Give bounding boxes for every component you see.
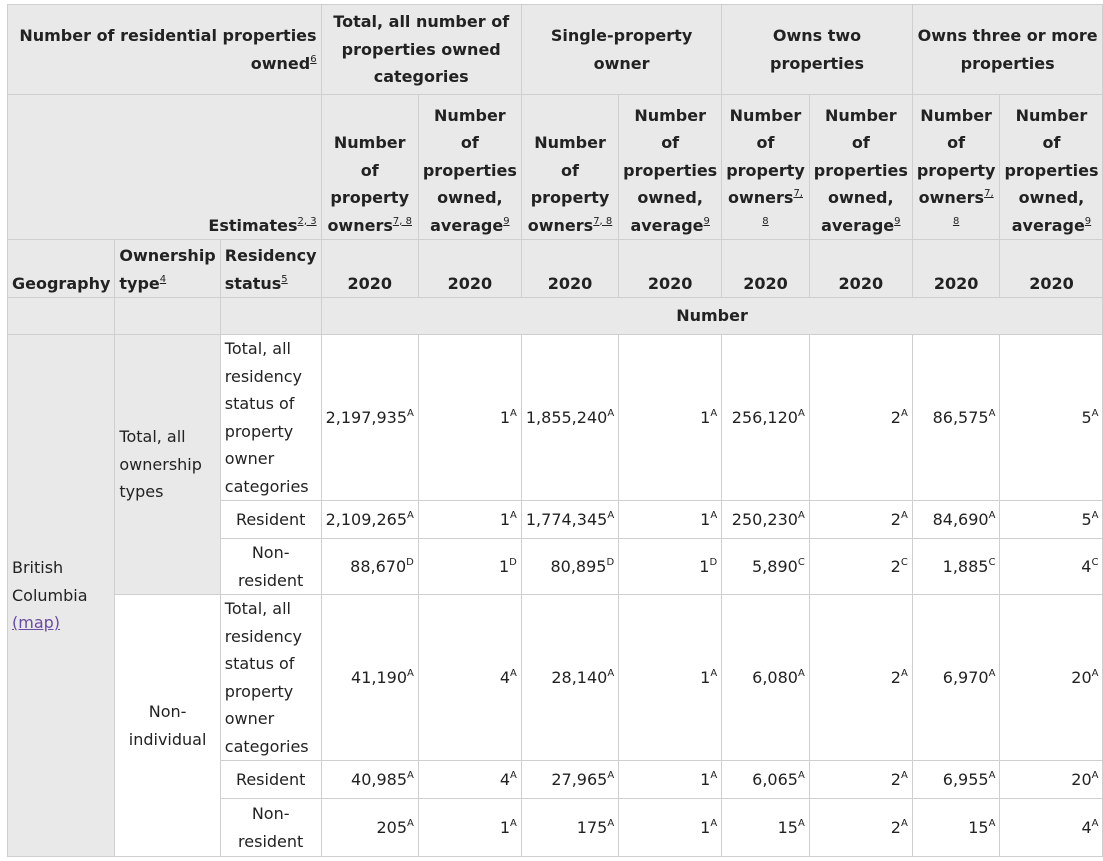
measure-header: Number of properties owned, average$^9$ (1000, 95, 1103, 240)
value-cell: $2,197,935^A$ (321, 335, 418, 501)
estimates-header: Estimates$^{2, 3}$ (8, 95, 322, 240)
value-cell: $2,109,265^A$ (321, 501, 418, 539)
value-cell: $2^C$ (809, 539, 912, 595)
footnote-link[interactable]: 5 (281, 273, 288, 285)
empty-header-cell (220, 298, 321, 335)
value-cell: $2^A$ (809, 501, 912, 539)
value-cell: $80,895^D$ (521, 539, 618, 595)
group-header: Total, all number of properties owned categories (321, 5, 521, 95)
map-link[interactable]: (map) (12, 613, 61, 633)
value-cell: $86,575^A$ (912, 335, 1000, 501)
measure-header: Number of properties owned, average$^9$ (418, 95, 521, 240)
value-cell: $2^A$ (809, 761, 912, 799)
group-header: Owns two properties (722, 5, 913, 95)
measure-header: Number of properties owned, average$^9$ (619, 95, 722, 240)
value-cell: $1^A$ (619, 595, 722, 761)
measure-header: Number of property owners$^{7, 8}$ (321, 95, 418, 240)
value-cell: $250,230^A$ (722, 501, 810, 539)
value-cell: $4^A$ (1000, 799, 1103, 857)
value-cell: $6,970^A$ (912, 595, 1000, 761)
ownership-type-cell: Non-individual (115, 595, 220, 857)
value-cell: $15^A$ (722, 799, 810, 857)
year-header: 2020 (722, 240, 810, 298)
value-cell: $4^A$ (418, 761, 521, 799)
value-cell: $27,965^A$ (521, 761, 618, 799)
year-header: 2020 (619, 240, 722, 298)
measure-header: Number of property owners$^{7, 8}$ (722, 95, 810, 240)
row-dimension-header: Number of residential properties owned$^6$ (8, 5, 322, 95)
footnote-link[interactable]: 7, 8 (593, 215, 613, 227)
footnote-link[interactable]: 6 (310, 53, 317, 65)
empty-header-cell (8, 298, 115, 335)
value-cell: $1^A$ (619, 799, 722, 857)
value-cell: $6,065^A$ (722, 761, 810, 799)
year-header: 2020 (418, 240, 521, 298)
group-header: Single-property owner (521, 5, 721, 95)
value-cell: $1^A$ (418, 501, 521, 539)
data-table (7, 4, 1103, 857)
value-cell: $175^A$ (521, 799, 618, 857)
residency-cell: Resident (220, 761, 321, 799)
footnote-link[interactable]: 9 (703, 215, 710, 227)
value-cell: $2^A$ (809, 595, 912, 761)
residency-cell: Total, all residency status of property owner categories (220, 335, 321, 501)
value-cell: $5^A$ (1000, 501, 1103, 539)
value-cell: $1^A$ (418, 335, 521, 501)
value-cell: $6,080^A$ (722, 595, 810, 761)
value-cell: $5^A$ (1000, 335, 1103, 501)
value-cell: $1,774,345^A$ (521, 501, 618, 539)
year-header: 2020 (1000, 240, 1103, 298)
value-cell: $1^A$ (418, 799, 521, 857)
value-cell: $205^A$ (321, 799, 418, 857)
value-cell: $84,690^A$ (912, 501, 1000, 539)
value-cell: $6,955^A$ (912, 761, 1000, 799)
geography-cell: British Columbia (map) (8, 335, 115, 857)
footnote-link[interactable]: 2, 3 (297, 215, 317, 227)
residency-cell: Total, all residency status of property owner categories (220, 595, 321, 761)
value-cell: $20^A$ (1000, 595, 1103, 761)
value-cell: $1,885^C$ (912, 539, 1000, 595)
empty-header-cell (115, 298, 220, 335)
value-cell: $1^D$ (619, 539, 722, 595)
geography-header: Geography (8, 240, 115, 298)
value-cell: $88,670^D$ (321, 539, 418, 595)
value-cell: $1,855,240^A$ (521, 335, 618, 501)
value-cell: $1^A$ (619, 335, 722, 501)
footnote-link[interactable]: 4 (159, 273, 167, 285)
value-cell: $1^A$ (619, 501, 722, 539)
value-cell: $2^A$ (809, 335, 912, 501)
residency-status-header: Residency status$^5$ (220, 240, 321, 298)
value-cell: $41,190^A$ (321, 595, 418, 761)
year-header: 2020 (912, 240, 1000, 298)
value-cell: $20^A$ (1000, 761, 1103, 799)
footnote-link[interactable]: 9 (503, 215, 510, 227)
value-cell: $2^A$ (809, 799, 912, 857)
measure-header: Number of property owners$^{7, 8}$ (912, 95, 1000, 240)
measure-header: Number of properties owned, average$^9$ (809, 95, 912, 240)
value-cell: $4^C$ (1000, 539, 1103, 595)
value-cell: $5,890^C$ (722, 539, 810, 595)
value-cell: $4^A$ (418, 595, 521, 761)
residency-cell: Resident (220, 501, 321, 539)
value-cell: $40,985^A$ (321, 761, 418, 799)
ownership-type-cell: Total, all ownership types (115, 335, 220, 595)
group-header: Owns three or more properties (912, 5, 1103, 95)
year-header: 2020 (809, 240, 912, 298)
value-cell: $256,120^A$ (722, 335, 810, 501)
footnote-link[interactable]: 7, 8 (762, 188, 803, 227)
unit-of-measure-header: Number (321, 298, 1103, 335)
footnote-link[interactable]: 9 (1084, 215, 1092, 227)
footnote-link[interactable]: 9 (894, 215, 901, 227)
value-cell: $1^A$ (619, 761, 722, 799)
residency-cell: Non-resident (220, 539, 321, 595)
value-cell: $1^D$ (418, 539, 521, 595)
value-cell: $15^A$ (912, 799, 1000, 857)
measure-header: Number of property owners$^{7, 8}$ (521, 95, 618, 240)
year-header: 2020 (521, 240, 618, 298)
year-header: 2020 (321, 240, 418, 298)
residency-cell: Non-resident (220, 799, 321, 857)
value-cell: $28,140^A$ (521, 595, 618, 761)
footnote-link[interactable]: 7, 8 (392, 215, 412, 227)
ownership-type-header: Ownership type$^4$ (115, 240, 220, 298)
footnote-link[interactable]: 7, 8 (952, 188, 994, 227)
